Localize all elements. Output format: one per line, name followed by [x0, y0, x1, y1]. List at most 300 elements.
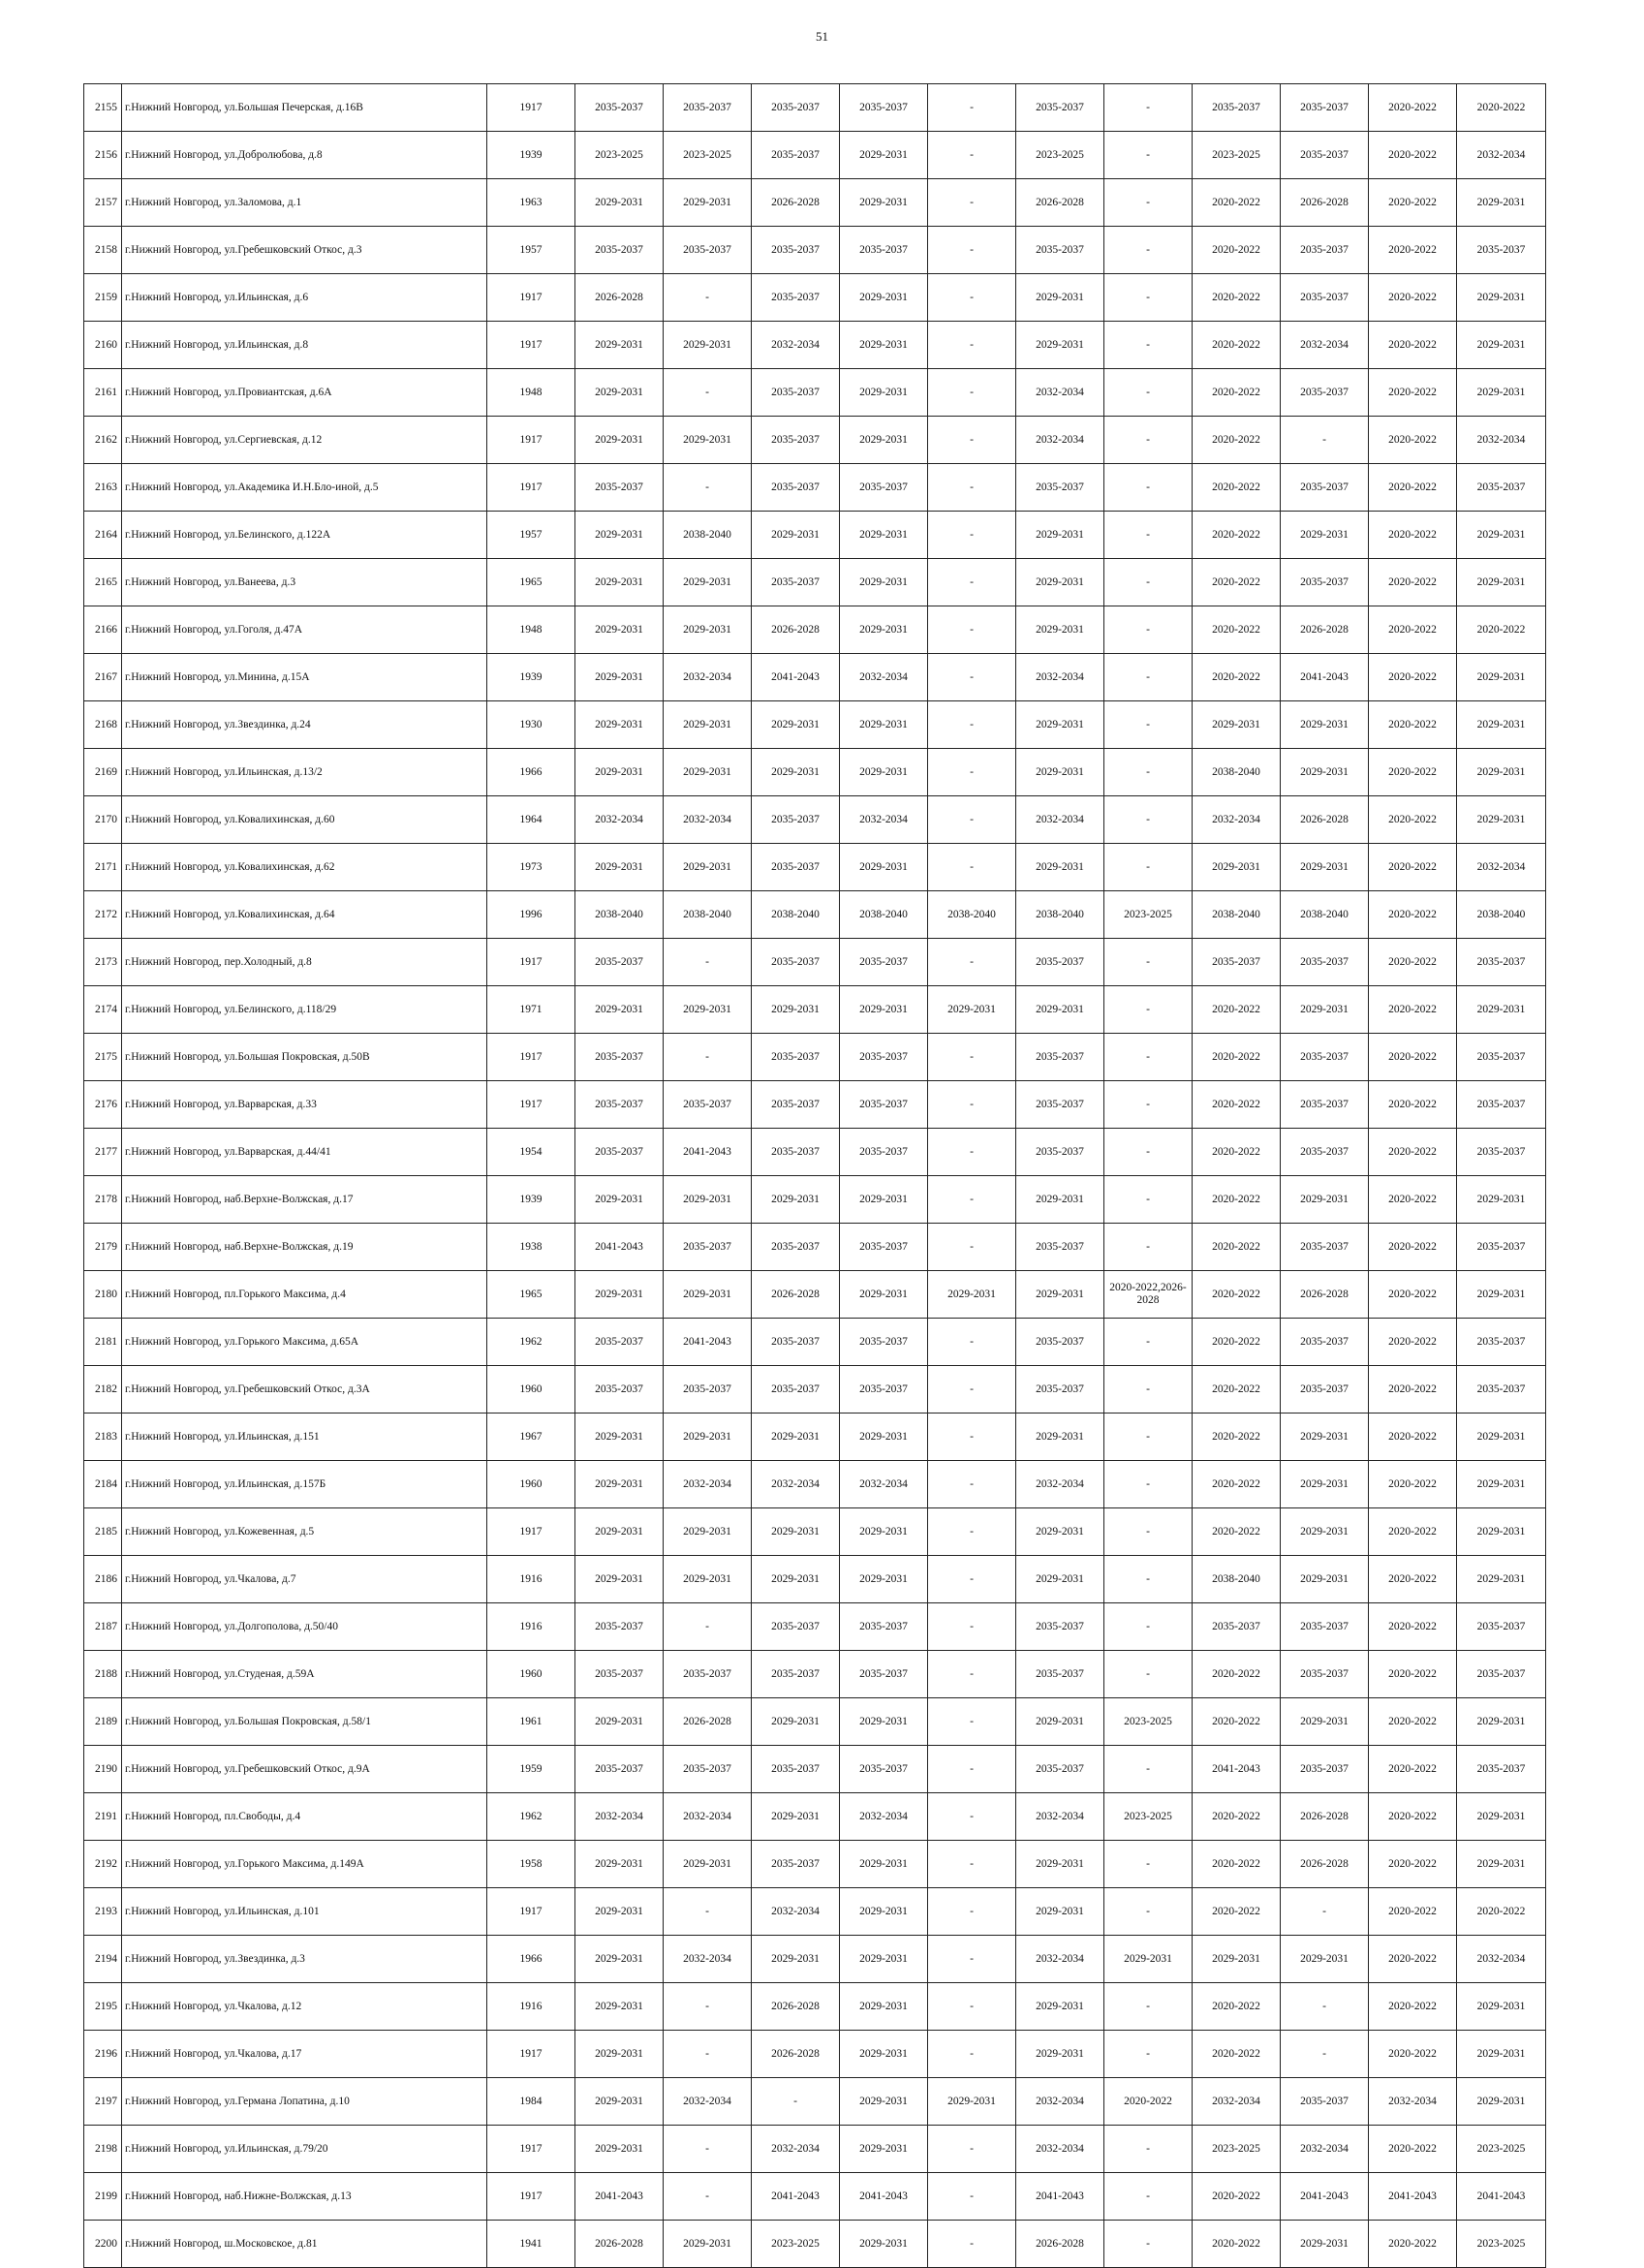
period-cell: 2029-2031: [840, 1888, 928, 1936]
period-cell: 2041-2043: [840, 2173, 928, 2221]
period-cell: -: [928, 606, 1016, 654]
period-cell: 2029-2031: [664, 844, 752, 891]
period-cell: 2020-2022: [1369, 1556, 1457, 1603]
period-cell: 2026-2028: [752, 1983, 840, 2031]
period-cell: -: [928, 1414, 1016, 1461]
table-row: [84, 2221, 1546, 2268]
period-cell: 2029-2031: [1016, 2031, 1104, 2078]
period-cell: 2035-2037: [1016, 464, 1104, 512]
period-cell: 2029-2031: [840, 986, 928, 1034]
period-cell: 2035-2037: [1281, 1129, 1369, 1176]
period-cell: 2029-2031: [664, 559, 752, 606]
period-cell: 2029-2031: [840, 512, 928, 559]
period-cell: 2029-2031: [928, 1271, 1016, 1319]
period-cell: 2020-2022: [1369, 1319, 1457, 1366]
table-row: [84, 274, 1546, 322]
period-cell: 2035-2037: [752, 939, 840, 986]
period-cell: 2032-2034: [752, 1461, 840, 1508]
period-cell: 2026-2028: [752, 2031, 840, 2078]
period-cell: 2029-2031: [1016, 844, 1104, 891]
period-cell: -: [928, 1034, 1016, 1081]
period-cell: 2020-2022: [1457, 1888, 1546, 1936]
period-cell: 2020-2022: [1369, 1508, 1457, 1556]
address-cell: г.Нижний Новгород, ул.Гребешковский Откос, д.3А: [122, 1366, 487, 1414]
period-cell: -: [928, 844, 1016, 891]
address-cell: г.Нижний Новгород, ул.Ильинская, д.79/20: [122, 2126, 487, 2173]
address-cell: г.Нижний Новгород, наб.Верхне-Волжская, д.19: [122, 1224, 487, 1271]
period-cell: 2023-2025: [1016, 132, 1104, 179]
period-cell: 2029-2031: [575, 2078, 664, 2126]
table-row: [84, 1983, 1546, 2031]
period-cell: 2029-2031: [1016, 322, 1104, 369]
row-number-cell: 2182: [84, 1366, 122, 1414]
period-cell: 2035-2037: [1281, 227, 1369, 274]
period-cell: -: [928, 2126, 1016, 2173]
row-number-cell: 2162: [84, 417, 122, 464]
period-cell: 2035-2037: [1016, 939, 1104, 986]
period-cell: 2020-2022: [1193, 179, 1281, 227]
period-cell: 2029-2031: [575, 701, 664, 749]
period-cell: 2029-2031: [1457, 559, 1546, 606]
row-number-cell: 2165: [84, 559, 122, 606]
address-cell: г.Нижний Новгород, ул.Студеная, д.59А: [122, 1651, 487, 1698]
table-row: [84, 2031, 1546, 2078]
period-cell: 2023-2025: [1104, 1793, 1193, 1841]
period-cell: 2020-2022: [1369, 749, 1457, 796]
period-cell: 2020-2022: [1369, 1793, 1457, 1841]
year-cell: 1917: [487, 2031, 575, 2078]
period-cell: 2029-2031: [840, 1508, 928, 1556]
table-row: [84, 1556, 1546, 1603]
period-cell: 2029-2031: [840, 1176, 928, 1224]
period-cell: 2020-2022: [1369, 2221, 1457, 2268]
period-cell: 2029-2031: [664, 749, 752, 796]
row-number-cell: 2193: [84, 1888, 122, 1936]
period-cell: 2029-2031: [1193, 1936, 1281, 1983]
period-cell: 2035-2037: [664, 1224, 752, 1271]
period-cell: 2029-2031: [1281, 844, 1369, 891]
period-cell: 2029-2031: [1457, 749, 1546, 796]
period-cell: 2029-2031: [575, 1841, 664, 1888]
period-cell: 2029-2031: [575, 369, 664, 417]
period-cell: 2020-2022,2026-2028: [1104, 1271, 1193, 1319]
period-cell: 2035-2037: [664, 84, 752, 132]
period-cell: 2035-2037: [1281, 464, 1369, 512]
row-number-cell: 2178: [84, 1176, 122, 1224]
year-cell: 1916: [487, 1603, 575, 1651]
period-cell: -: [1104, 227, 1193, 274]
period-cell: 2032-2034: [575, 1793, 664, 1841]
period-cell: 2032-2034: [752, 1888, 840, 1936]
period-cell: 2020-2022: [1369, 464, 1457, 512]
period-cell: 2032-2034: [1016, 369, 1104, 417]
period-cell: 2020-2022: [1457, 606, 1546, 654]
row-number-cell: 2159: [84, 274, 122, 322]
period-cell: 2035-2037: [575, 1034, 664, 1081]
period-cell: 2020-2022: [1369, 1983, 1457, 2031]
period-cell: -: [928, 322, 1016, 369]
period-cell: 2029-2031: [1016, 1841, 1104, 1888]
period-cell: 2020-2022: [1369, 132, 1457, 179]
period-cell: 2020-2022: [1193, 417, 1281, 464]
table-row: [84, 1224, 1546, 1271]
period-cell: 2029-2031: [1281, 701, 1369, 749]
period-cell: 2029-2031: [752, 701, 840, 749]
period-cell: 2035-2037: [1457, 1603, 1546, 1651]
year-cell: 1917: [487, 1888, 575, 1936]
period-cell: -: [1104, 986, 1193, 1034]
period-cell: 2029-2031: [840, 1414, 928, 1461]
address-cell: г.Нижний Новгород, ул.Ванеева, д.3: [122, 559, 487, 606]
period-cell: 2026-2028: [1281, 1841, 1369, 1888]
row-number-cell: 2183: [84, 1414, 122, 1461]
year-cell: 1939: [487, 132, 575, 179]
period-cell: 2029-2031: [1457, 1176, 1546, 1224]
period-cell: 2032-2034: [752, 2126, 840, 2173]
table-row: [84, 2173, 1546, 2221]
period-cell: 2029-2031: [1457, 1461, 1546, 1508]
period-cell: 2029-2031: [575, 606, 664, 654]
period-cell: 2026-2028: [1016, 179, 1104, 227]
year-cell: 1957: [487, 227, 575, 274]
period-cell: 2038-2040: [664, 891, 752, 939]
period-cell: 2029-2031: [1457, 2078, 1546, 2126]
period-cell: 2029-2031: [752, 1176, 840, 1224]
address-cell: г.Нижний Новгород, ул.Ковалихинская, д.64: [122, 891, 487, 939]
table-row: [84, 464, 1546, 512]
period-cell: 2029-2031: [1016, 1414, 1104, 1461]
period-cell: 2035-2037: [664, 1651, 752, 1698]
period-cell: 2032-2034: [1457, 1936, 1546, 1983]
period-cell: 2020-2022: [1369, 1366, 1457, 1414]
period-cell: 2041-2043: [575, 1224, 664, 1271]
period-cell: -: [1104, 701, 1193, 749]
period-cell: 2023-2025: [1193, 2126, 1281, 2173]
period-cell: 2038-2040: [840, 891, 928, 939]
table-row: [84, 1793, 1546, 1841]
period-cell: -: [1104, 2173, 1193, 2221]
period-cell: 2029-2031: [840, 1698, 928, 1746]
row-number-cell: 2195: [84, 1983, 122, 2031]
period-cell: 2029-2031: [752, 1793, 840, 1841]
period-cell: 2041-2043: [1457, 2173, 1546, 2221]
period-cell: -: [1104, 1129, 1193, 1176]
year-cell: 1966: [487, 749, 575, 796]
address-cell: г.Нижний Новгород, ул.Академика И.Н.Бло-иной, д.5: [122, 464, 487, 512]
period-cell: -: [928, 512, 1016, 559]
period-cell: 2029-2031: [1457, 2031, 1546, 2078]
table-row: [84, 1746, 1546, 1793]
period-cell: -: [928, 559, 1016, 606]
period-cell: 2035-2037: [1281, 1034, 1369, 1081]
period-cell: -: [664, 464, 752, 512]
year-cell: 1917: [487, 322, 575, 369]
period-cell: 2035-2037: [575, 84, 664, 132]
period-cell: 2032-2034: [664, 1936, 752, 1983]
period-cell: 2032-2034: [1193, 796, 1281, 844]
period-cell: -: [1104, 1746, 1193, 1793]
period-cell: 2020-2022: [1369, 844, 1457, 891]
period-cell: 2026-2028: [1281, 606, 1369, 654]
period-cell: 2035-2037: [1016, 1651, 1104, 1698]
row-number-cell: 2184: [84, 1461, 122, 1508]
row-number-cell: 2187: [84, 1603, 122, 1651]
period-cell: 2020-2022: [1193, 1888, 1281, 1936]
period-cell: 2035-2037: [1016, 1746, 1104, 1793]
table-row: [84, 1651, 1546, 1698]
table-row: [84, 749, 1546, 796]
period-cell: 2029-2031: [840, 274, 928, 322]
period-cell: 2020-2022: [1369, 986, 1457, 1034]
period-cell: 2035-2037: [575, 1603, 664, 1651]
period-cell: -: [1104, 844, 1193, 891]
period-cell: 2029-2031: [1281, 749, 1369, 796]
period-cell: 2026-2028: [752, 179, 840, 227]
period-cell: 2035-2037: [1457, 1746, 1546, 1793]
period-cell: 2035-2037: [840, 1224, 928, 1271]
period-cell: 2020-2022: [1369, 322, 1457, 369]
period-cell: 2029-2031: [575, 1271, 664, 1319]
year-cell: 1962: [487, 1319, 575, 1366]
period-cell: 2035-2037: [1193, 84, 1281, 132]
period-cell: 2029-2031: [1281, 986, 1369, 1034]
year-cell: 1930: [487, 701, 575, 749]
period-cell: 2029-2031: [664, 1508, 752, 1556]
year-cell: 1984: [487, 2078, 575, 2126]
row-number-cell: 2181: [84, 1319, 122, 1366]
row-number-cell: 2175: [84, 1034, 122, 1081]
period-cell: -: [1104, 1034, 1193, 1081]
period-cell: 2035-2037: [840, 1319, 928, 1366]
year-cell: 1917: [487, 2173, 575, 2221]
period-cell: 2032-2034: [840, 1793, 928, 1841]
table-row: [84, 891, 1546, 939]
period-cell: 2035-2037: [752, 844, 840, 891]
period-cell: 2029-2031: [1457, 1841, 1546, 1888]
period-cell: 2032-2034: [840, 654, 928, 701]
period-cell: 2035-2037: [752, 1034, 840, 1081]
period-cell: -: [664, 2031, 752, 2078]
period-cell: -: [928, 2031, 1016, 2078]
table-row: [84, 417, 1546, 464]
year-cell: 1917: [487, 274, 575, 322]
period-cell: 2035-2037: [1281, 84, 1369, 132]
period-cell: 2020-2022: [1193, 1841, 1281, 1888]
row-number-cell: 2185: [84, 1508, 122, 1556]
period-cell: 2035-2037: [752, 464, 840, 512]
period-cell: 2029-2031: [575, 1698, 664, 1746]
period-cell: 2020-2022: [1369, 939, 1457, 986]
period-cell: 2020-2022: [1193, 1034, 1281, 1081]
year-cell: 1960: [487, 1651, 575, 1698]
row-number-cell: 2177: [84, 1129, 122, 1176]
table-row: [84, 84, 1546, 132]
period-cell: 2032-2034: [664, 1461, 752, 1508]
table-row: [84, 227, 1546, 274]
period-cell: 2029-2031: [664, 322, 752, 369]
period-cell: 2023-2025: [1104, 1698, 1193, 1746]
period-cell: 2035-2037: [1457, 1651, 1546, 1698]
row-number-cell: 2172: [84, 891, 122, 939]
period-cell: 2029-2031: [840, 1556, 928, 1603]
period-cell: 2029-2031: [1457, 1983, 1546, 2031]
period-cell: 2029-2031: [752, 1698, 840, 1746]
period-cell: -: [928, 1603, 1016, 1651]
period-cell: -: [664, 1034, 752, 1081]
period-cell: 2035-2037: [1281, 1651, 1369, 1698]
year-cell: 1917: [487, 84, 575, 132]
period-cell: -: [1104, 2221, 1193, 2268]
period-cell: 2029-2031: [1016, 274, 1104, 322]
period-cell: 2029-2031: [1016, 1888, 1104, 1936]
period-cell: -: [1104, 512, 1193, 559]
period-cell: 2020-2022: [1193, 2031, 1281, 2078]
period-cell: 2029-2031: [840, 2031, 928, 2078]
period-cell: 2029-2031: [840, 559, 928, 606]
period-cell: -: [664, 2126, 752, 2173]
period-cell: 2029-2031: [1016, 512, 1104, 559]
period-cell: 2035-2037: [1281, 559, 1369, 606]
period-cell: 2029-2031: [840, 1271, 928, 1319]
period-cell: -: [1281, 417, 1369, 464]
period-cell: 2029-2031: [664, 2221, 752, 2268]
year-cell: 1916: [487, 1556, 575, 1603]
period-cell: 2020-2022: [1369, 1461, 1457, 1508]
period-cell: 2035-2037: [1281, 2078, 1369, 2126]
period-cell: 2023-2025: [664, 132, 752, 179]
table-row: [84, 1414, 1546, 1461]
period-cell: 2029-2031: [1281, 1461, 1369, 1508]
period-cell: 2035-2037: [664, 1366, 752, 1414]
period-cell: -: [928, 1556, 1016, 1603]
period-cell: 2035-2037: [752, 1746, 840, 1793]
period-cell: 2029-2031: [1016, 749, 1104, 796]
period-cell: 2035-2037: [1281, 1746, 1369, 1793]
row-number-cell: 2166: [84, 606, 122, 654]
period-cell: 2035-2037: [575, 1746, 664, 1793]
period-cell: 2035-2037: [575, 227, 664, 274]
period-cell: 2029-2031: [1457, 1698, 1546, 1746]
period-cell: -: [928, 1793, 1016, 1841]
year-cell: 1917: [487, 464, 575, 512]
period-cell: 2038-2040: [1457, 891, 1546, 939]
address-cell: г.Нижний Новгород, ул.Чкалова, д.17: [122, 2031, 487, 2078]
table-row: [84, 1176, 1546, 1224]
period-cell: 2029-2031: [1016, 1508, 1104, 1556]
period-cell: 2020-2022: [1193, 1983, 1281, 2031]
period-cell: 2035-2037: [1016, 1224, 1104, 1271]
period-cell: -: [664, 274, 752, 322]
period-cell: 2032-2034: [1016, 1793, 1104, 1841]
period-cell: 2035-2037: [840, 1129, 928, 1176]
period-cell: 2038-2040: [752, 891, 840, 939]
period-cell: 2026-2028: [1281, 1793, 1369, 1841]
period-cell: 2020-2022: [1193, 606, 1281, 654]
period-cell: 2035-2037: [1281, 1224, 1369, 1271]
period-cell: -: [664, 939, 752, 986]
period-cell: 2029-2031: [1281, 512, 1369, 559]
period-cell: 2020-2022: [1193, 512, 1281, 559]
year-cell: 1917: [487, 939, 575, 986]
period-cell: 2035-2037: [1281, 1319, 1369, 1366]
period-cell: -: [928, 274, 1016, 322]
period-cell: -: [1104, 2031, 1193, 2078]
year-cell: 1917: [487, 2126, 575, 2173]
period-cell: 2038-2040: [1016, 891, 1104, 939]
period-cell: 2029-2031: [840, 844, 928, 891]
year-cell: 1938: [487, 1224, 575, 1271]
period-cell: 2032-2034: [752, 322, 840, 369]
period-cell: -: [928, 1319, 1016, 1366]
period-cell: 2035-2037: [1281, 274, 1369, 322]
period-cell: 2035-2037: [840, 1603, 928, 1651]
period-cell: 2035-2037: [664, 1746, 752, 1793]
period-cell: 2035-2037: [752, 1603, 840, 1651]
period-cell: 2020-2022: [1193, 1319, 1281, 1366]
table-row: [84, 1603, 1546, 1651]
row-number-cell: 2194: [84, 1936, 122, 1983]
period-cell: 2020-2022: [1193, 986, 1281, 1034]
period-cell: 2032-2034: [840, 796, 928, 844]
period-cell: 2026-2028: [664, 1698, 752, 1746]
period-cell: -: [928, 749, 1016, 796]
row-number-cell: 2167: [84, 654, 122, 701]
period-cell: 2020-2022: [1369, 1414, 1457, 1461]
period-cell: 2026-2028: [752, 606, 840, 654]
period-cell: 2035-2037: [840, 227, 928, 274]
period-cell: 2029-2031: [840, 749, 928, 796]
period-cell: 2029-2031: [575, 844, 664, 891]
row-number-cell: 2186: [84, 1556, 122, 1603]
period-cell: 2032-2034: [1281, 2126, 1369, 2173]
period-cell: 2029-2031: [575, 179, 664, 227]
period-cell: 2029-2031: [1281, 1508, 1369, 1556]
period-cell: 2020-2022: [1193, 227, 1281, 274]
period-cell: -: [928, 1081, 1016, 1129]
period-cell: 2032-2034: [1457, 417, 1546, 464]
period-cell: 2032-2034: [575, 796, 664, 844]
period-cell: 2035-2037: [840, 939, 928, 986]
address-cell: г.Нижний Новгород, наб.Нижне-Волжская, д.13: [122, 2173, 487, 2221]
row-number-cell: 2171: [84, 844, 122, 891]
period-cell: 2029-2031: [840, 701, 928, 749]
period-cell: -: [664, 1983, 752, 2031]
period-cell: 2029-2031: [840, 132, 928, 179]
period-cell: -: [1104, 417, 1193, 464]
table-row: [84, 1461, 1546, 1508]
period-cell: 2029-2031: [1016, 606, 1104, 654]
address-cell: г.Нижний Новгород, ул.Большая Печерская, д.16В: [122, 84, 487, 132]
period-cell: 2035-2037: [752, 1319, 840, 1366]
period-cell: 2035-2037: [575, 1651, 664, 1698]
period-cell: -: [1104, 1888, 1193, 1936]
address-cell: г.Нижний Новгород, ул.Звездинка, д.24: [122, 701, 487, 749]
address-cell: г.Нижний Новгород, ул.Гоголя, д.47А: [122, 606, 487, 654]
table-row: [84, 1034, 1546, 1081]
period-cell: 2041-2043: [664, 1129, 752, 1176]
period-cell: -: [928, 1651, 1016, 1698]
period-cell: 2038-2040: [664, 512, 752, 559]
period-cell: 2029-2031: [928, 2078, 1016, 2126]
period-cell: 2023-2025: [1104, 891, 1193, 939]
period-cell: 2020-2022: [1369, 606, 1457, 654]
address-cell: г.Нижний Новгород, ул.Варварская, д.44/41: [122, 1129, 487, 1176]
address-cell: г.Нижний Новгород, ул.Добролюбова, д.8: [122, 132, 487, 179]
row-number-cell: 2173: [84, 939, 122, 986]
period-cell: 2035-2037: [1281, 132, 1369, 179]
address-cell: г.Нижний Новгород, ул.Гребешковский Откос, д.9А: [122, 1746, 487, 1793]
period-cell: 2029-2031: [840, 2126, 928, 2173]
